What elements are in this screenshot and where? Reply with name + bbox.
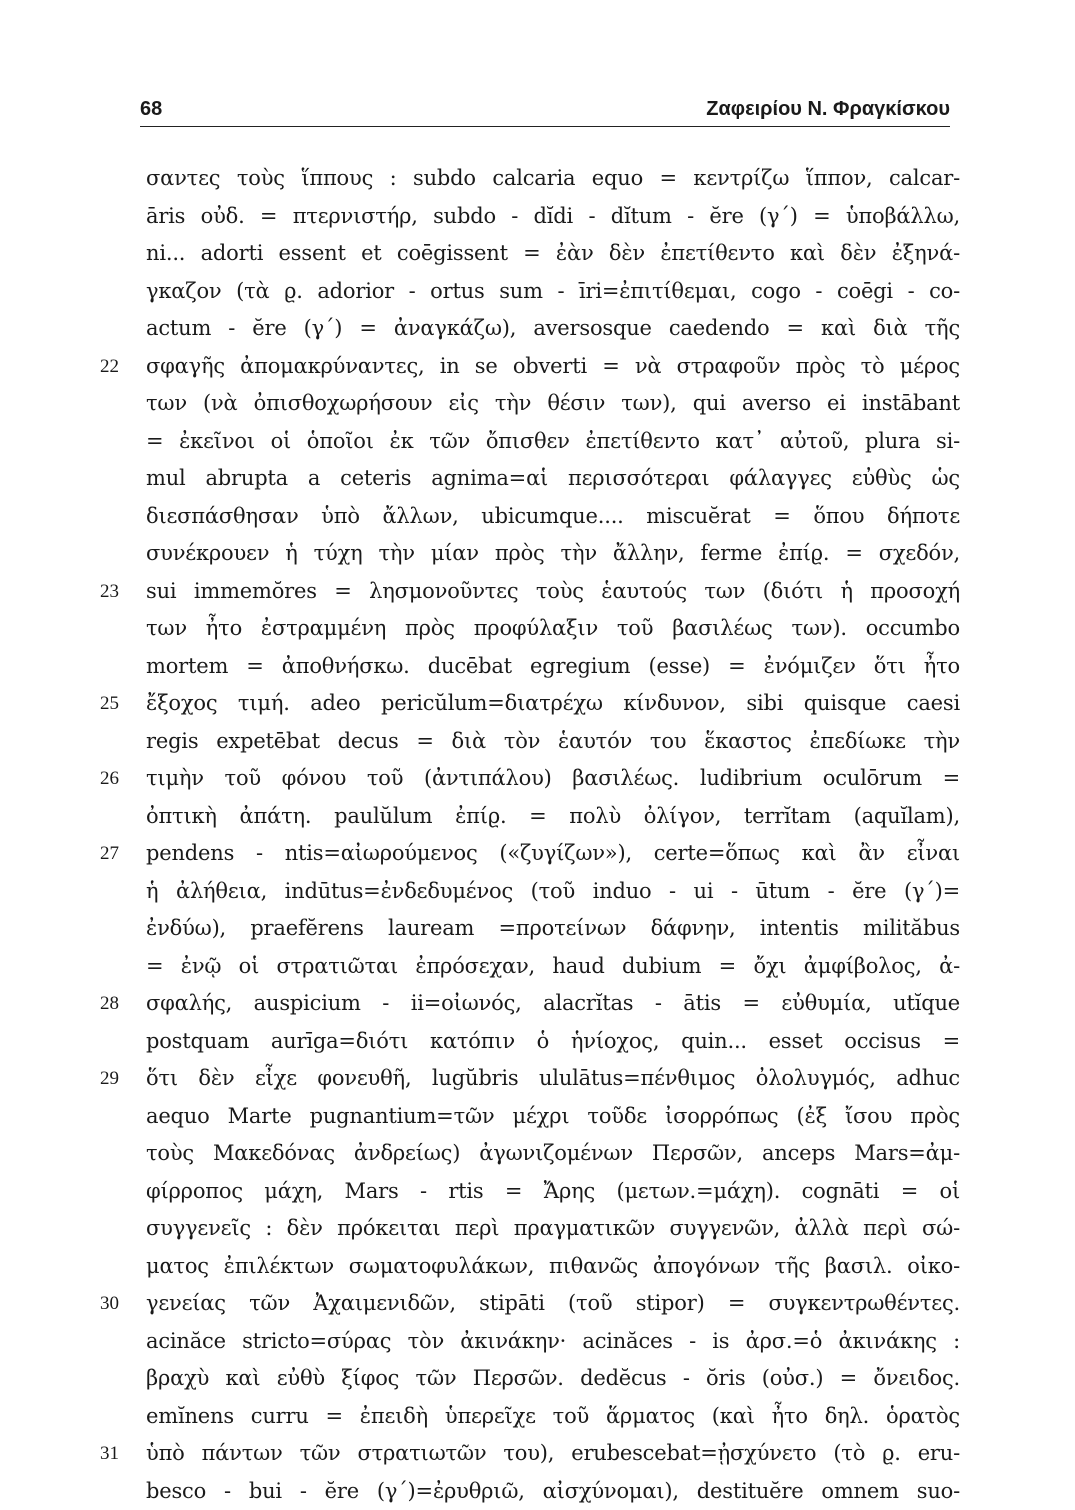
line-text: actum - ĕre (γ΄) = ἀναγκάζω), aversosque caedendo = καὶ διὰ τῆς — [146, 310, 960, 348]
text-line — [146, 310, 960, 348]
text-line — [146, 385, 960, 423]
text-line — [146, 1473, 960, 1510]
line-text: ἔξοχος τιμή. adeo pericŭlum=διατρέχω κίνδυνον, sibi quisque caesi — [146, 685, 960, 723]
text-line — [146, 910, 960, 948]
text-line — [146, 1323, 960, 1361]
text-line — [146, 1285, 960, 1323]
line-text: τιμὴν τοῦ φόνου τοῦ (ἀντιπάλου) βασιλέως. ludibrium oculōrum = — [146, 760, 960, 798]
text-line — [146, 460, 960, 498]
text-line — [146, 348, 960, 386]
text-line — [146, 235, 960, 273]
line-text: regis expetēbat decus = διὰ τὸν ἑαυτόν του ἕκαστος ἐπεδίωκε τὴν — [146, 723, 960, 761]
page-number: 68 — [140, 98, 162, 121]
line-number: 30 — [100, 1285, 136, 1323]
text-line — [146, 610, 960, 648]
line-text: mul abrupta a ceteris agnima=αἱ περισσότεραι φάλαγγες εὐθὺς ὡς — [146, 460, 960, 498]
text-line — [146, 798, 960, 836]
line-number: 31 — [100, 1435, 136, 1473]
line-text: φίρροπος μάχη, Mars - rtis = Ἄρης (μετων.=μάχη). cognāti = οἱ — [146, 1173, 960, 1211]
line-text: τοὺς Μακεδόνας ἀνδρείως) ἀγωνιζομένων Περσῶν, anceps Mars=ἀμ- — [146, 1135, 960, 1173]
text-line — [146, 1023, 960, 1061]
line-number: 27 — [100, 835, 136, 873]
page-header — [140, 92, 950, 127]
line-text: sui immemŏres = λησμονοῦντες τοὺς ἑαυτούς των (διότι ἡ προσοχή — [146, 573, 960, 611]
text-line — [146, 1098, 960, 1136]
line-number: 26 — [100, 760, 136, 798]
text-line — [146, 535, 960, 573]
line-text: σαντες τοὺς ἵππους : subdo calcaria equo = κεντρίζω ἵππον, calcar- — [146, 160, 960, 198]
line-text: pendens - ntis=αἰωρούμενος («ζυγίζων»), certe=ὅπως καὶ ἂν εἶναι — [146, 835, 960, 873]
text-line — [146, 273, 960, 311]
text-line — [146, 1248, 960, 1286]
line-text: mortem = ἀποθνήσκω. ducēbat egregium (esse) = ἐνόμιζεν ὅτι ἦτο — [146, 648, 960, 686]
line-number: 23 — [100, 573, 136, 611]
line-text: = ἐκεῖνοι οἱ ὁποῖοι ἐκ τῶν ὄπισθεν ἐπετίθεντο κατ᾿ αὐτοῦ, plura si- — [146, 423, 960, 461]
text-line — [146, 198, 960, 236]
text-line — [146, 1173, 960, 1211]
line-text: γενείας τῶν Ἀχαιμενιδῶν, stipāti (τοῦ stipor) = συγκεντρωθέντες. — [146, 1285, 960, 1323]
running-head: Ζαφειρίου Ν. Φραγκίσκου — [706, 98, 950, 121]
line-text: ἐνδύω), praefĕrens lauream =προτείνων δάφνην, intentis milităbus — [146, 910, 960, 948]
line-text: συγγενεῖς : δὲν πρόκειται περὶ πραγματικῶν συγγενῶν, ἀλλὰ περὶ σώ- — [146, 1210, 960, 1248]
text-line — [146, 648, 960, 686]
line-text: ὑπὸ πάντων τῶν στρατιωτῶν του), erubescebat=ᾐσχύνετο (τὸ ϱ. eru- — [146, 1435, 960, 1473]
text-line — [146, 1135, 960, 1173]
text-line — [146, 423, 960, 461]
line-number: 29 — [100, 1060, 136, 1098]
line-text: ἡ ἀλήθεια, indūtus=ἐνδεδυμένος (τοῦ induo - ui - ūtum - ĕre (γ΄)= — [146, 873, 960, 911]
text-line — [146, 1210, 960, 1248]
text-line — [146, 985, 960, 1023]
text-line — [146, 723, 960, 761]
text-line — [146, 835, 960, 873]
line-text: συνέκρουεν ἡ τύχη τὴν μίαν πρὸς τὴν ἄλλην, ferme ἐπίϱ. = σχεδόν, — [146, 535, 960, 573]
text-line — [146, 1360, 960, 1398]
line-text: emĭnens curru = ἐπειδὴ ὑπερεῖχε τοῦ ἅρματος (καὶ ἦτο δηλ. ὁρατὸς — [146, 1398, 960, 1436]
line-text: ματος ἐπιλέκτων σωματοφυλάκων, πιθανῶς ἀπογόνων τῆς βασιλ. οἰκο- — [146, 1248, 960, 1286]
text-line — [146, 685, 960, 723]
line-text: σφαγῆς ἀπομακρύναντες, in se obverti = νὰ στραφοῦν πρὸς τὸ μέρος — [146, 348, 960, 386]
line-text: ni... adorti essent et coēgissent = ἐὰν δὲν ἐπετίθεντο καὶ δὲν ἐξηνά- — [146, 235, 960, 273]
text-line — [146, 1398, 960, 1436]
line-text: σφαλής, auspicium - ii=οἰωνός, alacrĭtas - ātis = εὐθυμία, utĭque — [146, 985, 960, 1023]
line-text: διεσπάσθησαν ὑπὸ ἄλλων, ubicumque.... miscuĕrat = ὅπου δήποτε — [146, 498, 960, 536]
line-text: γκαζον (τὰ ϱ. adorior - ortus sum - īri=ἐπιτίθεμαι, cogo - coēgi - co- — [146, 273, 960, 311]
text-line — [146, 873, 960, 911]
line-text: ὀπτικὴ ἀπάτη. paulŭlum ἐπίϱ. = πολὺ ὀλίγον, terrĭtam (aquĭlam), — [146, 798, 960, 836]
text-line — [146, 1435, 960, 1473]
text-line — [146, 948, 960, 986]
text-line — [146, 498, 960, 536]
line-text: acinăce stricto=σύρας τὸν ἀκινάκην· acinăces - is ἀρσ.=ὁ ἀκινάκης : — [146, 1323, 960, 1361]
line-number: 25 — [100, 685, 136, 723]
text-line — [146, 1060, 960, 1098]
line-text: των (νὰ ὀπισθοχωρήσουν εἰς τὴν θέσιν των), qui averso ei instābant — [146, 385, 960, 423]
line-text: των ἦτο ἐστραμμένη πρὸς προφύλαξιν τοῦ βασιλέως των). occumbo — [146, 610, 960, 648]
line-text: āris οὐδ. = πτερνιστήρ, subdo - dĭdi - dĭtum - ĕre (γ΄) = ὑποβάλλω, — [146, 198, 960, 236]
line-text: aequo Marte pugnantium=τῶν μέχρι τοῦδε ἰσορρόπως (ἐξ ἴσου πρὸς — [146, 1098, 960, 1136]
line-number: 28 — [100, 985, 136, 1023]
line-text: besco - bui - ĕre (γ΄)=ἐρυθριῶ, αἰσχύνομαι), destituĕre omnem suo- — [146, 1473, 960, 1510]
commentary-text — [146, 160, 960, 1510]
line-text: βραχὺ καὶ εὐθὺ ξίφος τῶν Περσῶν. dedĕcus - ŏris (οὐσ.) = ὄνειδος. — [146, 1360, 960, 1398]
line-text: ὅτι δὲν εἶχε φονευθῆ, lugŭbris ululātus=πένθιμος ὀλολυγμός, adhuc — [146, 1060, 960, 1098]
line-text: = ἐνῷ οἱ στρατιῶται ἐπρόσεχαν, haud dubium = ὄχι ἀμφίβολος, ἀ- — [146, 948, 960, 986]
text-line — [146, 160, 960, 198]
line-number: 22 — [100, 348, 136, 386]
text-line — [146, 573, 960, 611]
line-text: postquam aurīga=διότι κατόπιν ὁ ἡνίοχος, quin... esset occisus = — [146, 1023, 960, 1061]
text-line — [146, 760, 960, 798]
